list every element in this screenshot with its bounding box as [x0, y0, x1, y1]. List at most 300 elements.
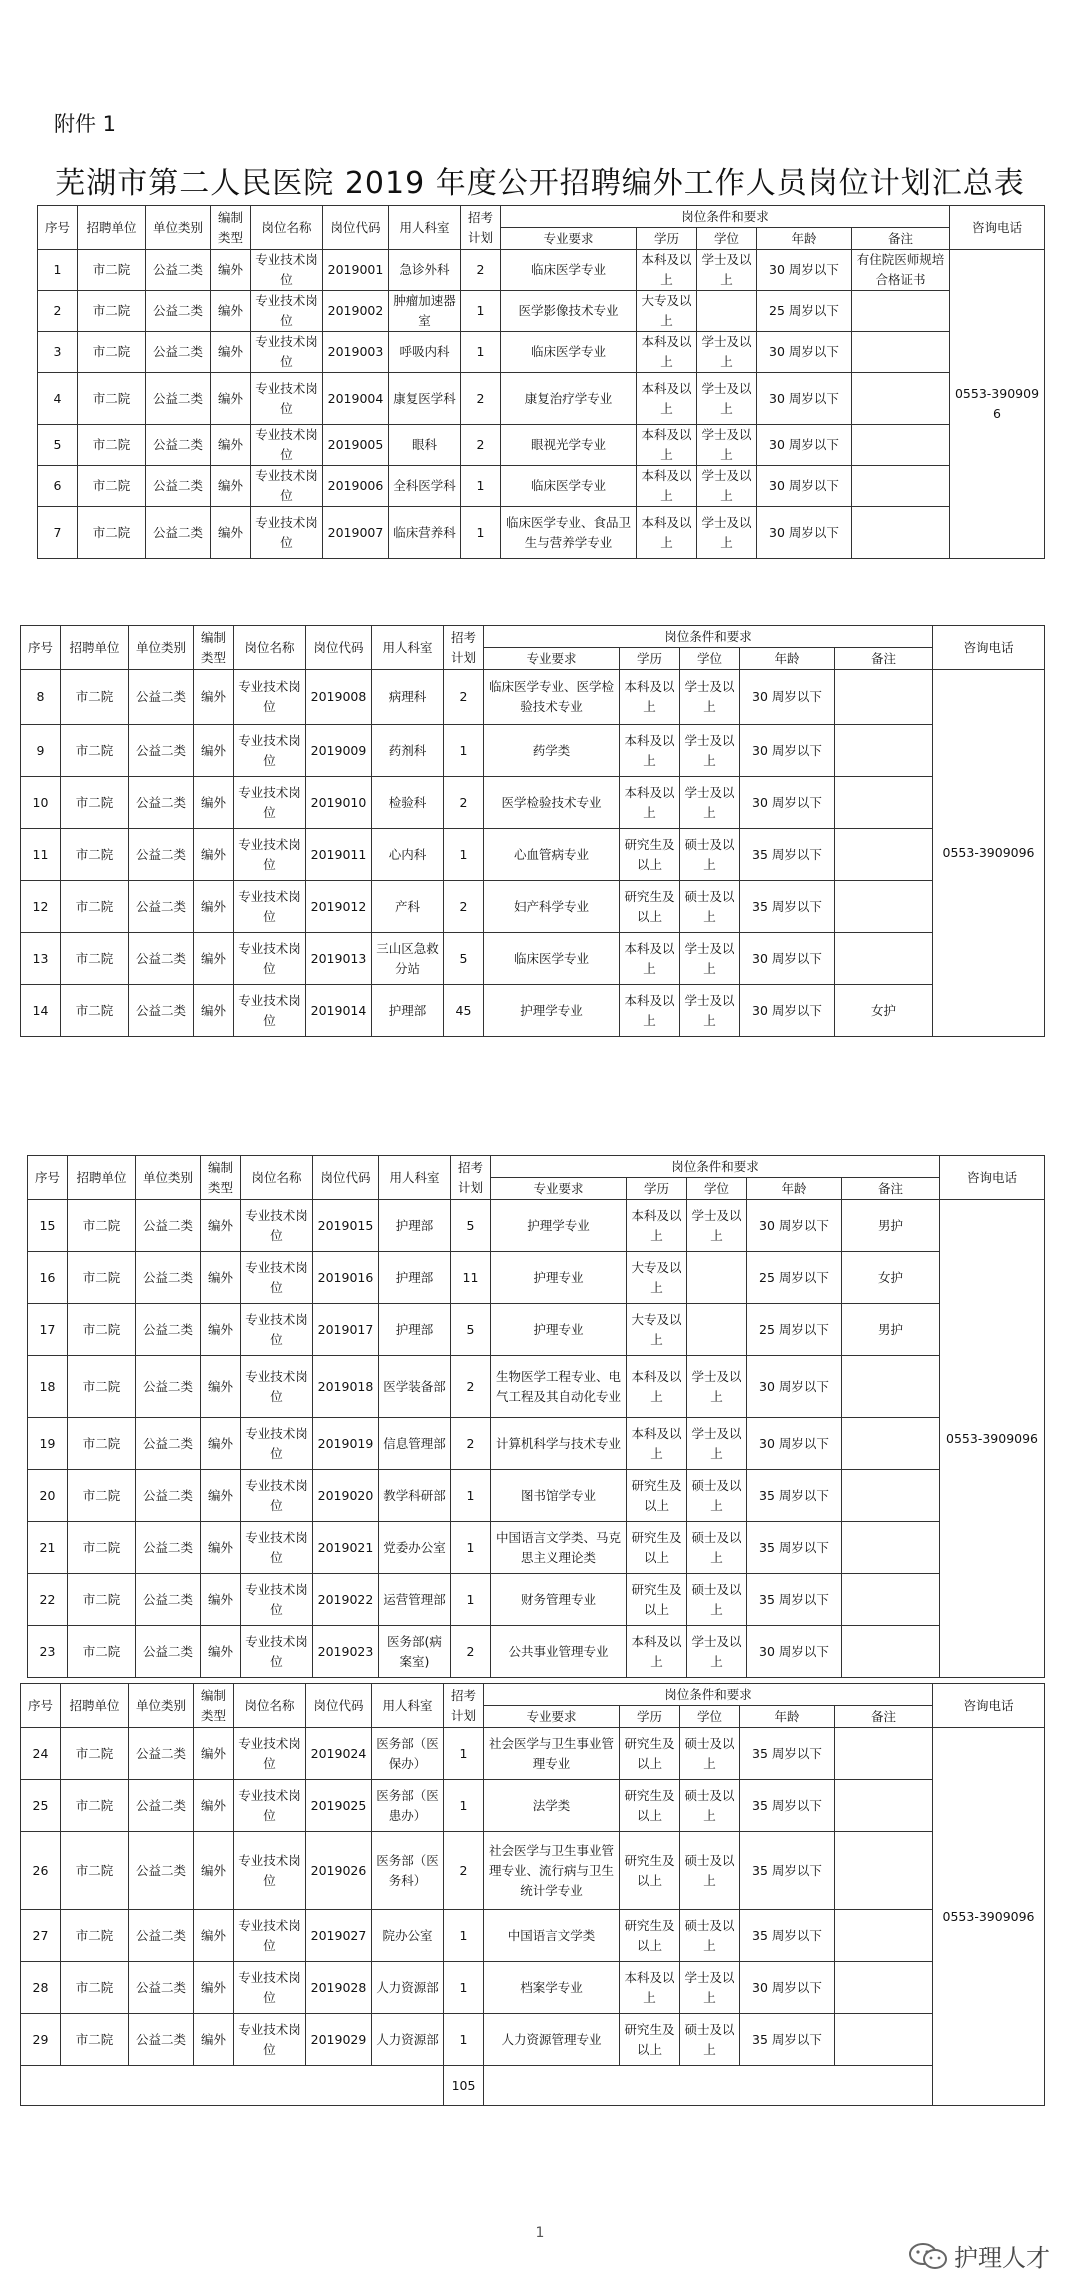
note-cell: [842, 1626, 940, 1678]
note-cell: [852, 507, 950, 559]
edu-cell: 本科及以上: [637, 507, 697, 559]
degree-cell: 学士及以上: [680, 985, 740, 1037]
post-code-cell: 2019022: [313, 1574, 379, 1626]
post-code-header: 岗位代码: [306, 1684, 372, 1728]
plan-cell: 1: [461, 507, 501, 559]
unit-cell: 市二院: [78, 373, 146, 425]
post-name-cell: 专业技术岗位: [234, 1832, 306, 1910]
plan-cell: 5: [451, 1304, 491, 1356]
post-code-header: 岗位代码: [323, 206, 389, 250]
unit-cell: 市二院: [68, 1200, 136, 1252]
header-row: [28, 1156, 1045, 1178]
post-code-cell: 2019007: [323, 507, 389, 559]
edu-cell: 本科及以上: [637, 466, 697, 507]
edu-cell: 研究生及以上: [620, 1910, 680, 1962]
age-cell: 35 周岁以下: [740, 881, 835, 933]
major-cell: 心血管病专业: [484, 829, 620, 881]
plan-cell: 2: [461, 373, 501, 425]
dept-cell: 护理部: [379, 1200, 451, 1252]
age-cell: 30 周岁以下: [740, 670, 835, 725]
edu-cell: 研究生及以上: [620, 1780, 680, 1832]
category-cell: 公益二类: [129, 829, 194, 881]
page-title: 芜湖市第二人民医院 2019 年度公开招聘编外工作人员岗位计划汇总表: [55, 166, 1025, 201]
unit-cell: 市二院: [68, 1574, 136, 1626]
degree-cell: 硕士及以上: [680, 881, 740, 933]
dept-cell: 检验科: [372, 777, 444, 829]
bianzhi-cell: 编外: [211, 332, 251, 373]
post-code-cell: 2019021: [313, 1522, 379, 1574]
post-code-cell: 2019017: [313, 1304, 379, 1356]
category-cell: 公益二类: [136, 1522, 201, 1574]
table-row: [28, 1470, 1045, 1522]
plan-cell: 2: [444, 670, 484, 725]
age-cell: 30 周岁以下: [740, 777, 835, 829]
major-cell: 图书馆学专业: [491, 1470, 627, 1522]
unit-cell: 市二院: [78, 332, 146, 373]
edu-cell: 研究生及以上: [627, 1574, 687, 1626]
table-row: [21, 1728, 1045, 1780]
dept-cell: 心内科: [372, 829, 444, 881]
note-cell: [852, 332, 950, 373]
table-row: [21, 881, 1045, 933]
major-cell: 临床医学专业: [501, 332, 637, 373]
bianzhi-cell: 编外: [194, 1780, 234, 1832]
category-cell: 公益二类: [146, 250, 211, 291]
post-name-cell: 专业技术岗位: [234, 777, 306, 829]
seq-cell: 15: [28, 1200, 68, 1252]
bianzhi-cell: 编外: [194, 1910, 234, 1962]
category-header: 单位类别: [129, 626, 194, 670]
total-label-cell: [21, 2066, 444, 2106]
category-cell: 公益二类: [136, 1304, 201, 1356]
phone-cell: 0553-3909096: [940, 1200, 1045, 1678]
phone-header: 咨询电话: [950, 206, 1045, 250]
edu-cell: 大专及以上: [627, 1252, 687, 1304]
age-cell: 30 周岁以下: [740, 933, 835, 985]
table-row: [21, 1780, 1045, 1832]
age-cell: 30 周岁以下: [747, 1626, 842, 1678]
bianzhi-cell: 编外: [211, 373, 251, 425]
age-cell: 35 周岁以下: [740, 2014, 835, 2066]
phone-header: 咨询电话: [933, 626, 1045, 670]
major-cell: 护理专业: [491, 1304, 627, 1356]
age-cell: 35 周岁以下: [740, 1780, 835, 1832]
category-cell: 公益二类: [129, 1910, 194, 1962]
post-name-cell: 专业技术岗位: [241, 1574, 313, 1626]
watermark: [908, 2238, 1050, 2273]
age-cell: 35 周岁以下: [747, 1522, 842, 1574]
table-row: [28, 1574, 1045, 1626]
dept-cell: 人力资源部: [372, 2014, 444, 2066]
note-cell: [842, 1522, 940, 1574]
post-name-header: 岗位名称: [234, 1684, 306, 1728]
degree-cell: 学士及以上: [697, 507, 757, 559]
plan-cell: 1: [444, 2014, 484, 2066]
header-row: [21, 626, 1045, 648]
post-name-cell: 专业技术岗位: [241, 1626, 313, 1678]
post-code-cell: 2019008: [306, 670, 372, 725]
note-cell: [835, 777, 933, 829]
post-name-cell: 专业技术岗位: [251, 466, 323, 507]
major-cell: 护理学专业: [491, 1200, 627, 1252]
bianzhi-cell: 编外: [211, 466, 251, 507]
dept-cell: 三山区急救分站: [372, 933, 444, 985]
bianzhi-cell: 编外: [201, 1252, 241, 1304]
degree-cell: 学士及以上: [680, 777, 740, 829]
unit-cell: 市二院: [78, 291, 146, 332]
degree-cell: 学士及以上: [680, 725, 740, 777]
post-name-cell: 专业技术岗位: [241, 1252, 313, 1304]
edu-cell: 本科及以上: [637, 373, 697, 425]
category-cell: 公益二类: [129, 1832, 194, 1910]
age-cell: 30 周岁以下: [757, 425, 852, 466]
degree-cell: 硕士及以上: [680, 1780, 740, 1832]
age-cell: 30 周岁以下: [740, 725, 835, 777]
note-cell: [842, 1574, 940, 1626]
post-name-cell: 专业技术岗位: [234, 933, 306, 985]
category-cell: 公益二类: [146, 466, 211, 507]
table-row: [21, 1832, 1045, 1910]
unit-cell: 市二院: [61, 881, 129, 933]
dept-cell: 肿瘤加速器室: [389, 291, 461, 332]
degree-cell: 硕士及以上: [680, 1910, 740, 1962]
unit-header: 招聘单位: [68, 1156, 136, 1200]
edu-cell: 本科及以上: [620, 725, 680, 777]
category-cell: 公益二类: [146, 373, 211, 425]
table-row: [38, 291, 1045, 332]
bianzhi-cell: 编外: [194, 2014, 234, 2066]
plan-cell: 1: [461, 466, 501, 507]
table-row: [38, 466, 1045, 507]
major-cell: 药学类: [484, 725, 620, 777]
conditions-header: 岗位条件和要求: [484, 626, 933, 648]
unit-cell: 市二院: [78, 250, 146, 291]
seq-cell: 2: [38, 291, 78, 332]
table-row: [21, 1910, 1045, 1962]
table-row: [21, 933, 1045, 985]
table-row: [21, 670, 1045, 725]
seq-cell: 16: [28, 1252, 68, 1304]
major-cell: 中国语言文学类、马克思主义理论类: [491, 1522, 627, 1574]
recruitment-table-2: [20, 625, 1045, 1037]
post-code-cell: 2019014: [306, 985, 372, 1037]
major-cell: 公共事业管理专业: [491, 1626, 627, 1678]
category-cell: 公益二类: [136, 1252, 201, 1304]
dept-cell: 产科: [372, 881, 444, 933]
note-cell: [835, 829, 933, 881]
post-name-cell: 专业技术岗位: [234, 881, 306, 933]
unit-cell: 市二院: [61, 933, 129, 985]
dept-cell: 教学科研部: [379, 1470, 451, 1522]
wechat-logo-icon: [908, 2242, 948, 2270]
seq-header: 序号: [38, 206, 78, 250]
bianzhi-cell: 编外: [194, 829, 234, 881]
table-row: [38, 373, 1045, 425]
plan-cell: 2: [461, 425, 501, 466]
dept-cell: 医务部(病案室): [379, 1626, 451, 1678]
bianzhi-cell: 编外: [201, 1522, 241, 1574]
unit-cell: 市二院: [61, 670, 129, 725]
post-name-cell: 专业技术岗位: [234, 1780, 306, 1832]
note-cell: [835, 670, 933, 725]
degree-cell: 学士及以上: [680, 670, 740, 725]
plan-header: 招考计划: [451, 1156, 491, 1200]
bianzhi-cell: 编外: [201, 1304, 241, 1356]
dept-cell: 医务部（医患办）: [372, 1780, 444, 1832]
bianzhi-cell: 编外: [201, 1356, 241, 1418]
post-name-cell: 专业技术岗位: [234, 1728, 306, 1780]
plan-cell: 1: [444, 1780, 484, 1832]
unit-cell: 市二院: [61, 2014, 129, 2066]
major-cell: 中国语言文学类: [484, 1910, 620, 1962]
major-cell: 临床医学专业、医学检验技术专业: [484, 670, 620, 725]
dept-cell: 眼科: [389, 425, 461, 466]
attachment-label: 附件 1: [54, 112, 117, 136]
edu-cell: 本科及以上: [620, 985, 680, 1037]
post-name-header: 岗位名称: [241, 1156, 313, 1200]
note-header: 备注: [835, 1706, 933, 1728]
unit-cell: 市二院: [61, 1832, 129, 1910]
table-row: [21, 2014, 1045, 2066]
edu-header: 学历: [637, 228, 697, 250]
seq-cell: 1: [38, 250, 78, 291]
bianzhi-header: 编制类型: [201, 1156, 241, 1200]
dept-cell: 运营管理部: [379, 1574, 451, 1626]
category-cell: 公益二类: [136, 1626, 201, 1678]
plan-cell: 1: [451, 1522, 491, 1574]
edu-cell: 研究生及以上: [627, 1522, 687, 1574]
major-cell: 人力资源管理专业: [484, 2014, 620, 2066]
category-cell: 公益二类: [146, 507, 211, 559]
bianzhi-cell: 编外: [194, 1962, 234, 2014]
plan-cell: 5: [444, 933, 484, 985]
note-cell: [835, 881, 933, 933]
table-row: [21, 777, 1045, 829]
phone-cell: 0553-3909096: [950, 250, 1045, 559]
table-row: [38, 507, 1045, 559]
degree-cell: 硕士及以上: [680, 2014, 740, 2066]
plan-cell: 11: [451, 1252, 491, 1304]
edu-cell: 本科及以上: [627, 1626, 687, 1678]
unit-header: 招聘单位: [61, 626, 129, 670]
bianzhi-header: 编制类型: [194, 1684, 234, 1728]
category-cell: 公益二类: [146, 425, 211, 466]
seq-cell: 4: [38, 373, 78, 425]
bianzhi-cell: 编外: [211, 507, 251, 559]
plan-cell: 1: [461, 332, 501, 373]
edu-cell: 本科及以上: [637, 425, 697, 466]
phone-header: 咨询电话: [940, 1156, 1045, 1200]
degree-cell: 硕士及以上: [680, 829, 740, 881]
phone-cell: 0553-3909096: [933, 670, 1045, 1037]
category-cell: 公益二类: [146, 291, 211, 332]
seq-cell: 6: [38, 466, 78, 507]
seq-cell: 7: [38, 507, 78, 559]
edu-cell: 本科及以上: [627, 1200, 687, 1252]
age-cell: 35 周岁以下: [740, 1832, 835, 1910]
seq-cell: 17: [28, 1304, 68, 1356]
seq-cell: 10: [21, 777, 61, 829]
seq-cell: 18: [28, 1356, 68, 1418]
plan-cell: 1: [444, 1910, 484, 1962]
post-name-cell: 专业技术岗位: [241, 1418, 313, 1470]
edu-cell: 大专及以上: [627, 1304, 687, 1356]
post-code-cell: 2019018: [313, 1356, 379, 1418]
edu-header: 学历: [620, 1706, 680, 1728]
plan-cell: 5: [451, 1200, 491, 1252]
seq-cell: 23: [28, 1626, 68, 1678]
note-header: 备注: [852, 228, 950, 250]
note-cell: [835, 1728, 933, 1780]
age-cell: 35 周岁以下: [740, 1728, 835, 1780]
header-row: [21, 1684, 1045, 1706]
post-code-cell: 2019015: [313, 1200, 379, 1252]
degree-cell: 学士及以上: [687, 1200, 747, 1252]
plan-cell: 2: [451, 1626, 491, 1678]
seq-cell: 3: [38, 332, 78, 373]
recruitment-table-4: [20, 1683, 1045, 2106]
post-code-cell: 2019006: [323, 466, 389, 507]
edu-cell: 研究生及以上: [620, 829, 680, 881]
major-cell: 护理专业: [491, 1252, 627, 1304]
post-name-cell: 专业技术岗位: [234, 1962, 306, 2014]
unit-cell: 市二院: [68, 1252, 136, 1304]
age-cell: 30 周岁以下: [757, 250, 852, 291]
post-name-header: 岗位名称: [251, 206, 323, 250]
major-cell: 临床医学专业: [501, 466, 637, 507]
dept-cell: 全科医学科: [389, 466, 461, 507]
post-name-cell: 专业技术岗位: [241, 1304, 313, 1356]
category-cell: 公益二类: [136, 1470, 201, 1522]
note-cell: [852, 425, 950, 466]
unit-cell: 市二院: [61, 1780, 129, 1832]
bianzhi-cell: 编外: [211, 250, 251, 291]
seq-cell: 13: [21, 933, 61, 985]
bianzhi-cell: 编外: [201, 1200, 241, 1252]
bianzhi-cell: 编外: [201, 1418, 241, 1470]
age-cell: 30 周岁以下: [747, 1200, 842, 1252]
major-cell: 生物医学工程专业、电气工程及其自动化专业: [491, 1356, 627, 1418]
seq-cell: 19: [28, 1418, 68, 1470]
category-header: 单位类别: [136, 1156, 201, 1200]
unit-cell: 市二院: [68, 1626, 136, 1678]
unit-cell: 市二院: [61, 777, 129, 829]
degree-cell: 学士及以上: [697, 373, 757, 425]
table-row: [21, 725, 1045, 777]
post-name-header: 岗位名称: [234, 626, 306, 670]
age-cell: 25 周岁以下: [747, 1252, 842, 1304]
unit-cell: 市二院: [61, 985, 129, 1037]
seq-cell: 9: [21, 725, 61, 777]
plan-header: 招考计划: [444, 1684, 484, 1728]
unit-cell: 市二院: [68, 1418, 136, 1470]
bianzhi-cell: 编外: [201, 1574, 241, 1626]
post-code-cell: 2019013: [306, 933, 372, 985]
plan-cell: 2: [444, 881, 484, 933]
plan-header: 招考计划: [461, 206, 501, 250]
unit-cell: 市二院: [68, 1470, 136, 1522]
table-row: [28, 1522, 1045, 1574]
seq-cell: 8: [21, 670, 61, 725]
edu-cell: 本科及以上: [627, 1418, 687, 1470]
post-name-cell: 专业技术岗位: [234, 829, 306, 881]
note-cell: [835, 1910, 933, 1962]
bianzhi-cell: 编外: [194, 1728, 234, 1780]
age-cell: 35 周岁以下: [747, 1470, 842, 1522]
category-cell: 公益二类: [129, 985, 194, 1037]
post-code-cell: 2019019: [313, 1418, 379, 1470]
post-code-cell: 2019004: [323, 373, 389, 425]
edu-cell: 本科及以上: [620, 777, 680, 829]
edu-cell: 本科及以上: [620, 670, 680, 725]
age-cell: 30 周岁以下: [740, 985, 835, 1037]
major-cell: 医学检验技术专业: [484, 777, 620, 829]
conditions-header: 岗位条件和要求: [491, 1156, 940, 1178]
conditions-header: 岗位条件和要求: [501, 206, 950, 228]
plan-cell: 2: [461, 250, 501, 291]
degree-cell: [697, 291, 757, 332]
category-header: 单位类别: [146, 206, 211, 250]
dept-cell: 人力资源部: [372, 1962, 444, 2014]
category-cell: 公益二类: [129, 2014, 194, 2066]
seq-cell: 25: [21, 1780, 61, 1832]
post-code-cell: 2019029: [306, 2014, 372, 2066]
degree-cell: 学士及以上: [680, 1962, 740, 2014]
unit-header: 招聘单位: [61, 1684, 129, 1728]
total-plan-cell: 105: [444, 2066, 484, 2106]
major-cell: 临床医学专业、食品卫生与营养学专业: [501, 507, 637, 559]
note-cell: [835, 933, 933, 985]
post-code-cell: 2019002: [323, 291, 389, 332]
unit-cell: 市二院: [68, 1522, 136, 1574]
post-name-cell: 专业技术岗位: [234, 725, 306, 777]
post-code-header: 岗位代码: [306, 626, 372, 670]
table-row: [28, 1200, 1045, 1252]
total-row: [21, 2066, 1045, 2106]
major-cell: 妇产科学专业: [484, 881, 620, 933]
bianzhi-cell: 编外: [194, 670, 234, 725]
unit-cell: 市二院: [68, 1304, 136, 1356]
note-cell: [852, 291, 950, 332]
header-row: [38, 206, 1045, 228]
major-cell: 法学类: [484, 1780, 620, 1832]
note-cell: [842, 1470, 940, 1522]
major-header: 专业要求: [501, 228, 637, 250]
bianzhi-header: 编制类型: [194, 626, 234, 670]
post-name-cell: 专业技术岗位: [234, 670, 306, 725]
note-cell: 男护: [842, 1200, 940, 1252]
category-cell: 公益二类: [129, 777, 194, 829]
dept-header: 用人科室: [372, 626, 444, 670]
note-cell: [842, 1418, 940, 1470]
seq-cell: 21: [28, 1522, 68, 1574]
table-row: [28, 1418, 1045, 1470]
edu-cell: 研究生及以上: [627, 1470, 687, 1522]
major-cell: 社会医学与卫生事业管理专业、流行病与卫生统计学专业: [484, 1832, 620, 1910]
plan-cell: 45: [444, 985, 484, 1037]
unit-cell: 市二院: [61, 1962, 129, 2014]
category-cell: 公益二类: [136, 1574, 201, 1626]
note-cell: [852, 466, 950, 507]
edu-cell: 研究生及以上: [620, 1728, 680, 1780]
age-cell: 35 周岁以下: [747, 1574, 842, 1626]
table-row: [28, 1356, 1045, 1418]
post-name-cell: 专业技术岗位: [251, 425, 323, 466]
category-cell: 公益二类: [129, 670, 194, 725]
seq-cell: 29: [21, 2014, 61, 2066]
dept-cell: 呼吸内科: [389, 332, 461, 373]
post-code-cell: 2019025: [306, 1780, 372, 1832]
